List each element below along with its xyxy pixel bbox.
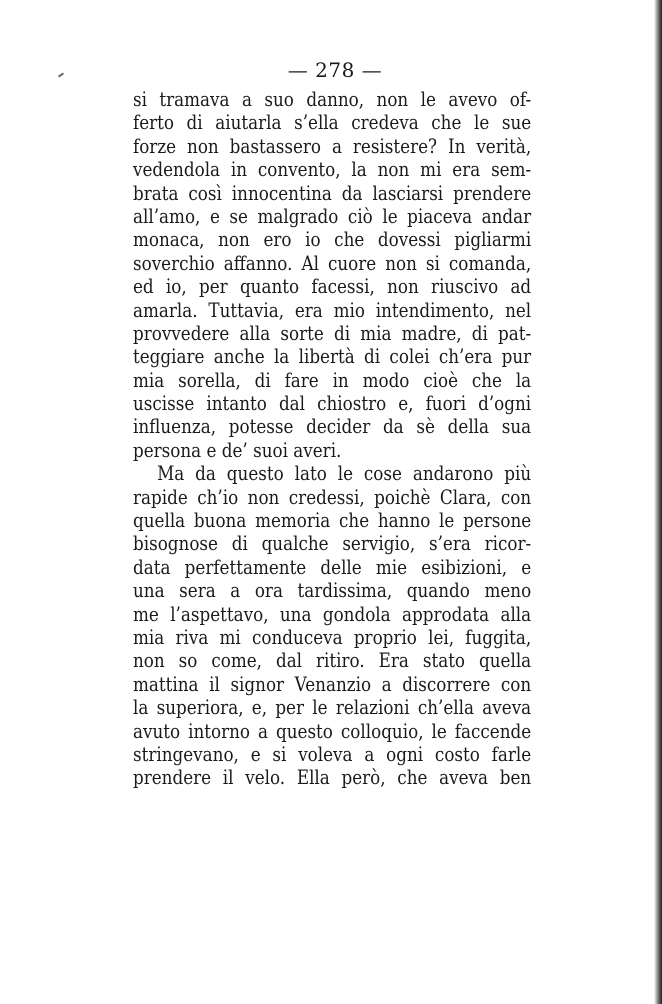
- text-line: bisognose di qualche servigio, s’era ricor-: [133, 532, 532, 556]
- text-line: all’amo, e se malgrado ciò le piaceva andar: [133, 204, 532, 228]
- page-edge-shadow: [654, 0, 662, 1004]
- text-line: provvedere alla sorte di mia madre, di pat-: [133, 321, 532, 345]
- text-line: forze non bastassero a resistere? In verità,: [133, 134, 532, 158]
- text-line: monaca, non ero io che dovessi pigliarmi: [133, 228, 532, 252]
- text-line: ed io, per quanto facessi, non riuscivo ad: [133, 275, 532, 299]
- text-line: mattina il signor Venanzio a discorrere con: [133, 672, 532, 696]
- text-line: una sera a ora tardissima, quando meno: [133, 579, 532, 603]
- text-line: uscisse intanto dal chiostro e, fuori d’ogni: [133, 392, 532, 416]
- text-line: vedendola in convento, la non mi era sem-: [133, 158, 532, 182]
- text-line: mia sorella, di fare in modo cioè che la: [133, 368, 532, 392]
- text-line: soverchio affanno. Al cuore non si comanda,: [133, 251, 532, 275]
- text-line: prendere il velo. Ella però, che aveva ben: [133, 766, 532, 790]
- text-line: stringevano, e si voleva a ogni costo farle: [133, 742, 532, 766]
- body-text: [133, 88, 531, 790]
- text-line: si tramava a suo danno, non le avevo of-: [133, 88, 532, 111]
- page-number: — 278 —: [287, 58, 383, 82]
- paragraph-end-line: persona e de’ suoi averi.: [133, 438, 342, 462]
- paragraph-start-line: Ma da questo lato le cose andarono più: [157, 462, 532, 486]
- text-line: non so come, dal ritiro. Era stato quella: [133, 649, 532, 673]
- text-line: la superiora, e, per le relazioni ch’ella aveva: [133, 696, 532, 720]
- text-line: mia riva mi conduceva proprio lei, fuggita,: [133, 625, 532, 649]
- text-line: brata così innocentina da lasciarsi prendere: [133, 181, 532, 205]
- text-line: avuto intorno a questo colloquio, le faccende: [133, 719, 532, 743]
- text-line: influenza, potesse decider da sè della sua: [133, 415, 532, 439]
- text-line: amarla. Tuttavia, era mio intendimento, nel: [133, 298, 532, 322]
- text-line: rapide ch’io non credessi, poichè Clara, con: [133, 485, 532, 509]
- text-line: data perfettamente delle mie esibizioni, e: [133, 555, 532, 579]
- text-line: me l’aspettavo, una gondola approdata alla: [133, 602, 532, 626]
- text-line: quella buona memoria che hanno le persone: [133, 509, 532, 533]
- text-line: teggiare anche la libertà di colei ch’era pur: [133, 345, 532, 369]
- text-line: ferto di aiutarla s’ella credeva che le sue: [133, 111, 532, 135]
